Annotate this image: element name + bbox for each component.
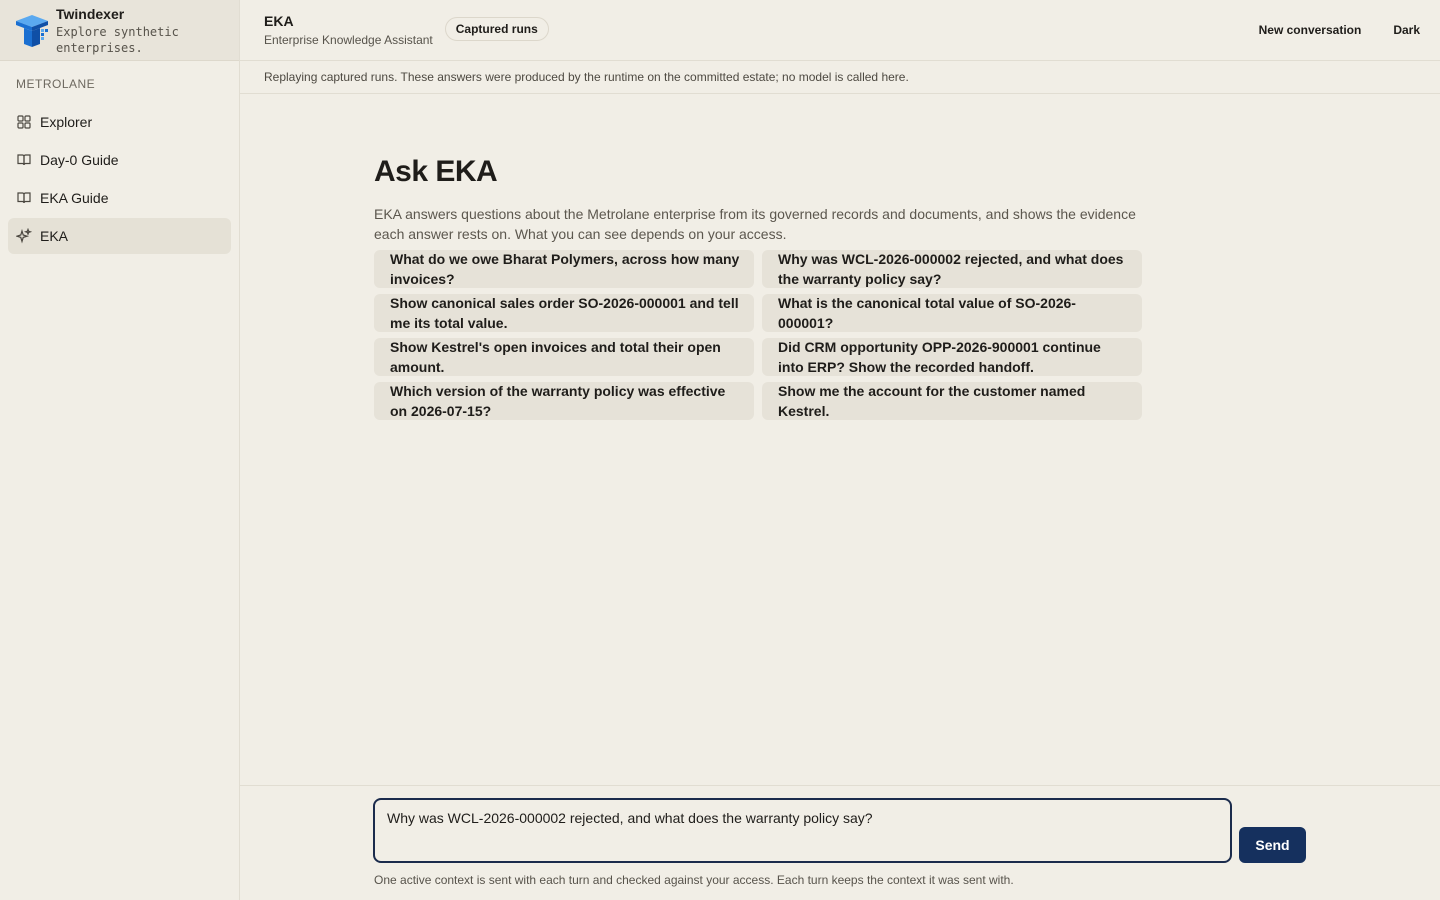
suggestion-chip[interactable]: What is the canonical total value of SO-2026-000001?	[762, 294, 1142, 332]
page-title: Ask EKA	[374, 155, 498, 188]
section-label: METROLANE	[16, 77, 96, 91]
composer-note: One active context is sent with each turn and checked against your access. Each turn keeps the context it was sent with.	[374, 873, 1014, 887]
sidebar-item-explorer[interactable]	[8, 104, 231, 140]
theme-toggle-button[interactable]: Dark	[1383, 17, 1430, 43]
sidebar-item-label: Explorer	[40, 114, 93, 130]
book-icon	[16, 152, 32, 168]
page-header-subtitle: Enterprise Knowledge Assistant	[264, 33, 433, 47]
blocks-logo-icon	[14, 13, 50, 49]
suggestion-chip[interactable]: Why was WCL-2026-000002 rejected, and what does the warranty policy say?	[762, 250, 1142, 288]
replay-banner-text: Replaying captured runs. These answers were produced by the runtime on the committed estate; no model is called here.	[264, 70, 909, 84]
brand-tagline: Explore synthetic enterprises.	[56, 25, 179, 55]
suggestion-chip[interactable]: Show me the account for the customer named Kestrel.	[762, 382, 1142, 420]
composer	[240, 785, 1440, 900]
captured-runs-badge: Captured runs	[445, 17, 549, 41]
new-conversation-button[interactable]: New conversation	[1249, 17, 1372, 43]
top-bar	[240, 0, 1440, 61]
grid-icon	[16, 114, 32, 130]
book-icon	[16, 190, 32, 206]
sidebar-item-label: Day-0 Guide	[40, 152, 119, 168]
page-header-title: EKA	[264, 13, 294, 29]
brand-name: Twindexer	[56, 6, 125, 22]
sidebar-item-label: EKA Guide	[40, 190, 109, 206]
sparkle-icon	[16, 228, 32, 244]
sidebar-item-label: EKA	[40, 228, 69, 244]
sidebar-item-eka-guide[interactable]	[8, 180, 231, 216]
message-input[interactable]	[373, 798, 1232, 863]
replay-banner	[240, 61, 1440, 94]
send-button[interactable]: Send	[1239, 827, 1306, 863]
sidebar-item-day0-guide[interactable]	[8, 142, 231, 178]
suggestion-grid	[374, 250, 1144, 420]
suggestion-chip[interactable]: Did CRM opportunity OPP-2026-900001 continue into ERP? Show the recorded handoff.	[762, 338, 1142, 376]
suggestion-chip[interactable]: Show Kestrel's open invoices and total their open amount.	[374, 338, 754, 376]
suggestion-chip[interactable]: Show canonical sales order SO-2026-000001 and tell me its total value.	[374, 294, 754, 332]
suggestion-chip[interactable]: What do we owe Bharat Polymers, across how many invoices?	[374, 250, 754, 288]
main-content	[374, 150, 1144, 420]
suggestion-chip[interactable]: Which version of the warranty policy was effective on 2026-07-15?	[374, 382, 754, 420]
sidebar	[0, 0, 240, 900]
brand-header[interactable]	[0, 0, 239, 61]
page-description: EKA answers questions about the Metrolane enterprise from its governed records and documents, and shows the evidence each answer rests on. What you can see depends on your access.	[374, 206, 1136, 242]
sidebar-item-eka[interactable]	[8, 218, 231, 254]
sidebar-nav	[0, 104, 239, 254]
